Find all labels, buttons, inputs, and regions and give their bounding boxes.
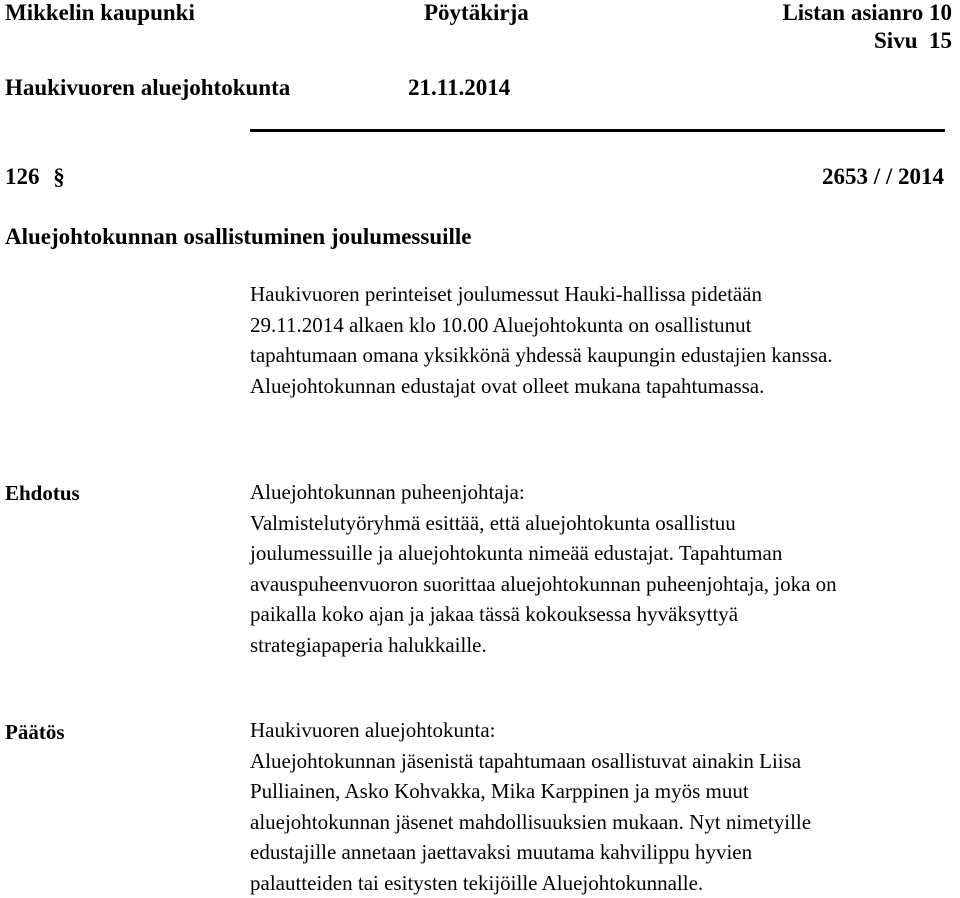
document-type: Pöytäkirja [424,0,529,26]
paragraph-line: Haukivuoren aluejohtokunta: [250,715,811,746]
board-name: Haukivuoren aluejohtokunta [5,75,290,101]
section-symbol: § [53,164,65,189]
paragraph-line: paikalla koko ajan ja jakaa tässä kokouksessa hyväksyttyä [250,599,837,630]
background-paragraph [250,279,833,401]
section-title: Aluejohtokunnan osallistuminen joulumessuille [5,224,472,250]
paragraph-line: tapahtumaan omana yksikkönä yhdessä kaupungin edustajien kanssa. [250,340,833,371]
paragraph-line: avauspuheenvuoron suorittaa aluejohtokunnan puheenjohtaja, joka on [250,569,837,600]
paragraph-line: Haukivuoren perinteiset joulumessut Hauki-hallissa pidetään [250,279,833,310]
meeting-date: 21.11.2014 [408,75,510,101]
section-reference: 2653 / / 2014 [822,164,944,190]
decision-paragraph [250,715,811,898]
paragraph-line: Aluejohtokunnan puheenjohtaja: [250,477,837,508]
paragraph-line: joulumessuille ja aluejohtokunta nimeää edustajat. Tapahtuman [250,538,837,569]
proposal-label: Ehdotus [5,481,80,506]
paragraph-line: 29.11.2014 alkaen klo 10.00 Aluejohtokunta on osallistunut [250,310,833,341]
paragraph-line: palautteiden tai esitysten tekijöille Aluejohtokunnalle. [250,868,811,898]
decision-label: Päätös [5,720,65,745]
header-divider [250,129,945,132]
paragraph-line: strategiapaperia halukkaille. [250,630,837,661]
section-heading [5,164,65,190]
paragraph-line: edustajille annetaan jaettavaksi muutama kahvilippu hyvien [250,837,811,868]
paragraph-line: Pulliainen, Asko Kohvakka, Mika Karppinen ja myös muut [250,776,811,807]
paragraph-line: aluejohtokunnan jäsenet mahdollisuuksien mukaan. Nyt nimetyille [250,807,811,838]
paragraph-line: Aluejohtokunnan jäsenistä tapahtumaan osallistuvat ainakin Liisa [250,746,811,777]
paragraph-line: Valmistelutyöryhmä esittää, että aluejohtokunta osallistuu [250,508,837,539]
list-item-number: Listan asianro 10 [782,0,952,26]
municipality-name: Mikkelin kaupunki [5,0,195,26]
proposal-paragraph [250,477,837,660]
page-number: Sivu 15 [874,28,952,54]
section-number: 126 [5,164,40,189]
paragraph-line: Aluejohtokunnan edustajat ovat olleet mukana tapahtumassa. [250,371,833,402]
